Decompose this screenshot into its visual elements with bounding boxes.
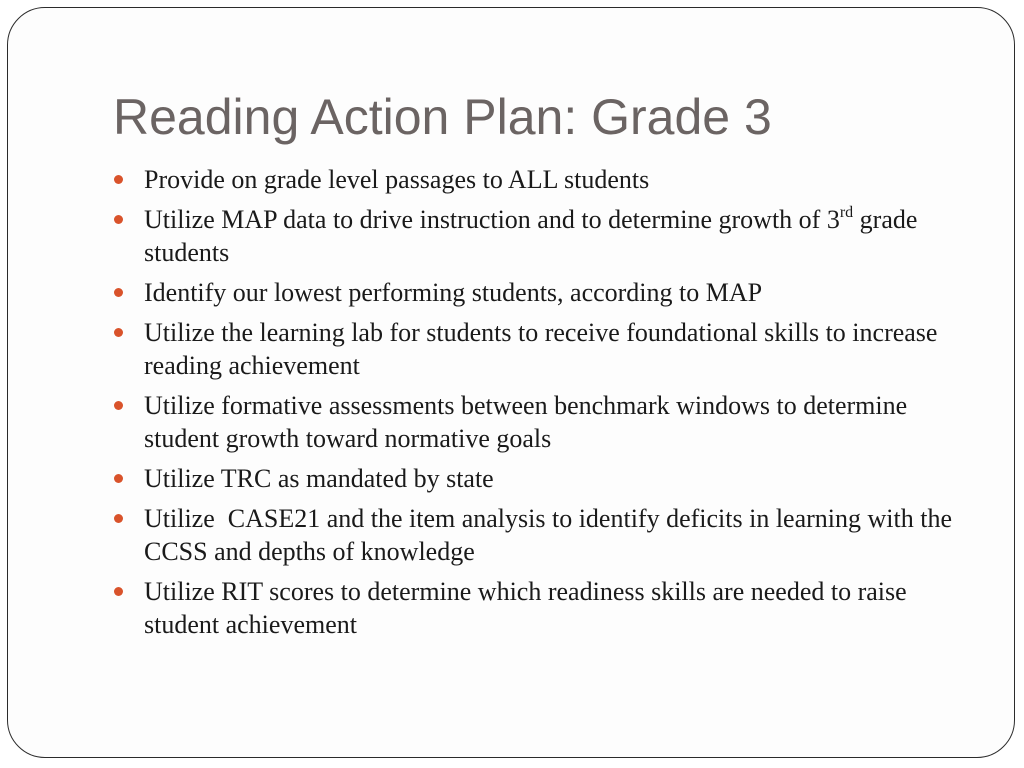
bullet-text: Utilize the learning lab for students to receive foundational skills to increase reading achievement xyxy=(144,318,938,380)
list-item xyxy=(114,389,964,455)
list-item xyxy=(114,203,964,269)
bullet-icon xyxy=(114,474,123,483)
bullet-icon xyxy=(114,328,123,337)
list-item xyxy=(114,502,964,568)
bullet-text: Identify our lowest performing students, according to MAP xyxy=(144,278,763,307)
list-item xyxy=(114,163,964,196)
bullet-icon xyxy=(114,288,123,297)
list-item xyxy=(114,276,964,309)
bullet-icon xyxy=(114,175,123,184)
bullet-icon xyxy=(114,215,123,224)
superscript-ordinal: rd xyxy=(839,204,854,221)
bullet-text-part: grade students xyxy=(144,205,918,267)
bullet-text xyxy=(144,205,917,267)
slide-title: Reading Action Plan: Grade 3 xyxy=(113,89,772,145)
list-item xyxy=(114,575,964,641)
bullet-text-part: Utilize MAP data to drive instruction and to determine growth of 3 xyxy=(144,205,840,234)
bullet-text: Utilize RIT scores to determine which readiness skills are needed to raise student achievement xyxy=(144,577,907,639)
bullet-icon xyxy=(114,401,123,410)
bullet-text: Utilize formative assessments between benchmark windows to determine student growth toward normative goals xyxy=(144,391,908,453)
bullet-list xyxy=(114,163,964,648)
bullet-icon xyxy=(114,514,123,523)
list-item xyxy=(114,316,964,382)
list-item xyxy=(114,462,964,495)
bullet-text: Provide on grade level passages to ALL students xyxy=(144,165,650,194)
bullet-text: Utilize TRC as mandated by state xyxy=(144,464,494,493)
bullet-icon xyxy=(114,587,123,596)
bullet-text: Utilize CASE21 and the item analysis to identify deficits in learning with the CCSS and depths of knowledge xyxy=(144,504,959,566)
